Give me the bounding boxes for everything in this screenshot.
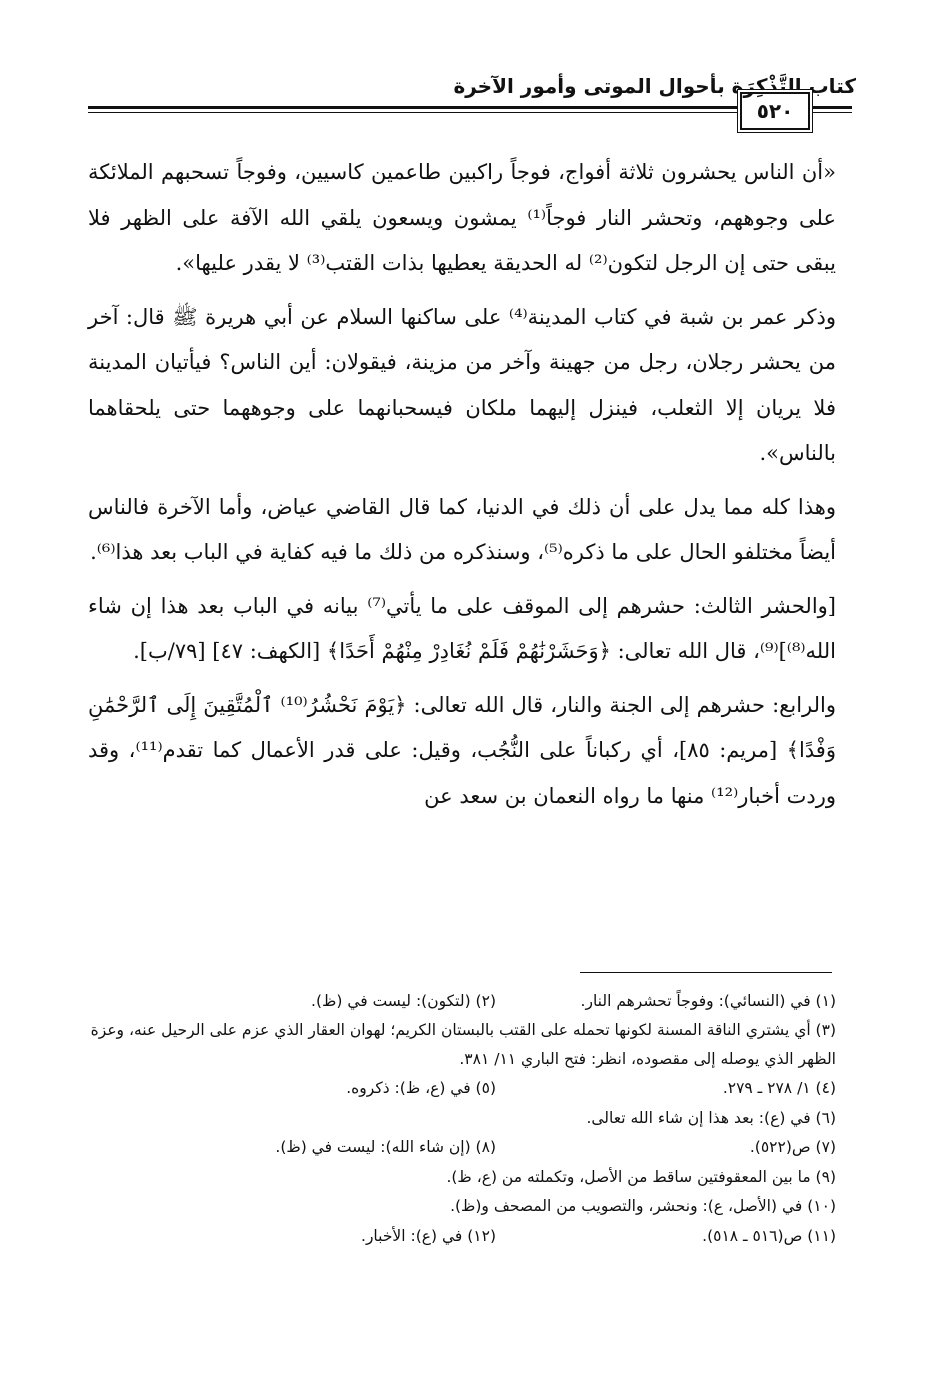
footnote-row xyxy=(88,1133,836,1163)
footnote-4: (٤) ١/ ٢٧٨ ـ ٢٧٩. xyxy=(722,1079,836,1098)
footnote-5: (٥) في (ع، ظ): ذكروه. xyxy=(346,1079,496,1098)
footnote-row xyxy=(88,1162,836,1192)
footnote-row xyxy=(88,986,836,1016)
footnote-10: (١٠) في (الأصل، ع): ونحشر، والتصويب من المصحف و(ظ). xyxy=(450,1197,836,1216)
header-rule-thin xyxy=(88,112,740,113)
footnote-3: (٣) أي يشتري الناقة المسنة لكونها تحمله على القتب بالبستان الكريم؛ لهوان العقار الذي عزم على الرحيل عنه، وعزة الظهر الذي يوصله إلى مقصوده، انظر: فتح الباري ١١/ ٣٨١. xyxy=(90,1020,836,1068)
page-number-bar-thin xyxy=(812,112,852,113)
paragraph-5: والرابع: حشرهم إلى الجنة والنار، قال الله تعالى: ﴿يَوْمَ نَحْشُرُ⁽¹⁰⁾ ٱلْمُتَّقِينَ إِلَى ٱلرَّحْمَٰنِ وَفْدًا﴾ [مريم: ٨٥]، أي ركباناً على النُّجُب، وقيل: على قدر الأعمال كما تقدم⁽¹¹⁾، وقد وردت أخبار⁽¹²⁾ منها ما رواه النعمان بن سعد عن xyxy=(88,692,836,808)
footnote-row xyxy=(88,1074,836,1104)
footnote-12: (١٢) في (ع): الأخبار. xyxy=(361,1226,496,1245)
page-number: ٥٢٠ xyxy=(740,92,810,130)
footnote-2: (٢) (لتكون): ليست في (ظ). xyxy=(311,991,496,1010)
paragraph-1: «أن الناس يحشرون ثلاثة أفواج، فوجاً راكبين طاعمين كاسيين، وفوجاً تسحبهم الملائكة على وجوههم، وتحشر النار فوجاً⁽¹⁾ يمشون ويسعون يلقي الله الآفة على الظهر فلا يبقى حتى إن الرجل لتكون⁽²⁾ له الحديقة يعطيها بذات القتب⁽³⁾ لا يقدر عليها». xyxy=(88,160,836,275)
page-number-bar xyxy=(812,106,852,109)
body-text xyxy=(88,150,836,827)
footnote-7: (٧) ص(٥٢٢). xyxy=(749,1138,836,1157)
running-header-title: كتاب التَّذْكِرَة بأحوال الموتى وأمور الآخرة xyxy=(453,74,856,98)
footnote-1: (١) في (النسائي): وفوجاً تحشرهم النار. xyxy=(580,991,836,1010)
paragraph-2: وذكر عمر بن شبة في كتاب المدينة⁽⁴⁾ على ساكنها السلام عن أبي هريرة ﷺ قال: آخر من يحشر رجلان، رجل من جهينة وآخر من مزينة، فيقولان: أين الناس؟ فيأتيان المدينة فلا يريان إلا الثعلب، فينزل إليهما ملكان فيسحبانهما على وجوههما حتى يلحقاهما بالناس». xyxy=(88,304,836,465)
paragraph-3: وهذا كله مما يدل على أن ذلك في الدنيا، كما قال القاضي عياض، وأما الآخرة فالناس أيضاً مختلفو الحال على ما ذكره⁽⁵⁾، وسنذكره من ذلك ما فيه كفاية في الباب بعد هذا⁽⁶⁾. xyxy=(88,494,836,564)
footnote-separator xyxy=(580,972,832,973)
paragraph-4: [والحشر الثالث: حشرهم إلى الموقف على ما يأتي⁽⁷⁾ بيانه في الباب بعد هذا إن شاء الله⁽⁸⁾]⁽⁹⁾، قال الله تعالى: ﴿وَحَشَرْنَٰهُمْ فَلَمْ نُغَادِرْ مِنْهُمْ أَحَدًا﴾ [الكهف: ٤٧] [٧٩/ب]. xyxy=(88,593,836,663)
footnote-row xyxy=(88,1221,836,1251)
footnote-row xyxy=(88,1016,836,1074)
footnotes xyxy=(88,986,836,1251)
footnote-row xyxy=(88,1103,836,1133)
footnote-9: (٩) ما بين المعقوفتين ساقط من الأصل، وتكملته من (ع، ظ). xyxy=(446,1167,836,1186)
footnote-row xyxy=(88,1192,836,1222)
footnote-6: (٦) في (ع): بعد هذا إن شاء الله تعالى. xyxy=(586,1108,836,1127)
header-rule-thick xyxy=(88,106,740,109)
footnote-8: (٨) (إن شاء الله): ليست في (ظ). xyxy=(275,1138,496,1157)
footnote-11: (١١) ص(٥١٦ ـ ٥١٨). xyxy=(702,1226,836,1245)
